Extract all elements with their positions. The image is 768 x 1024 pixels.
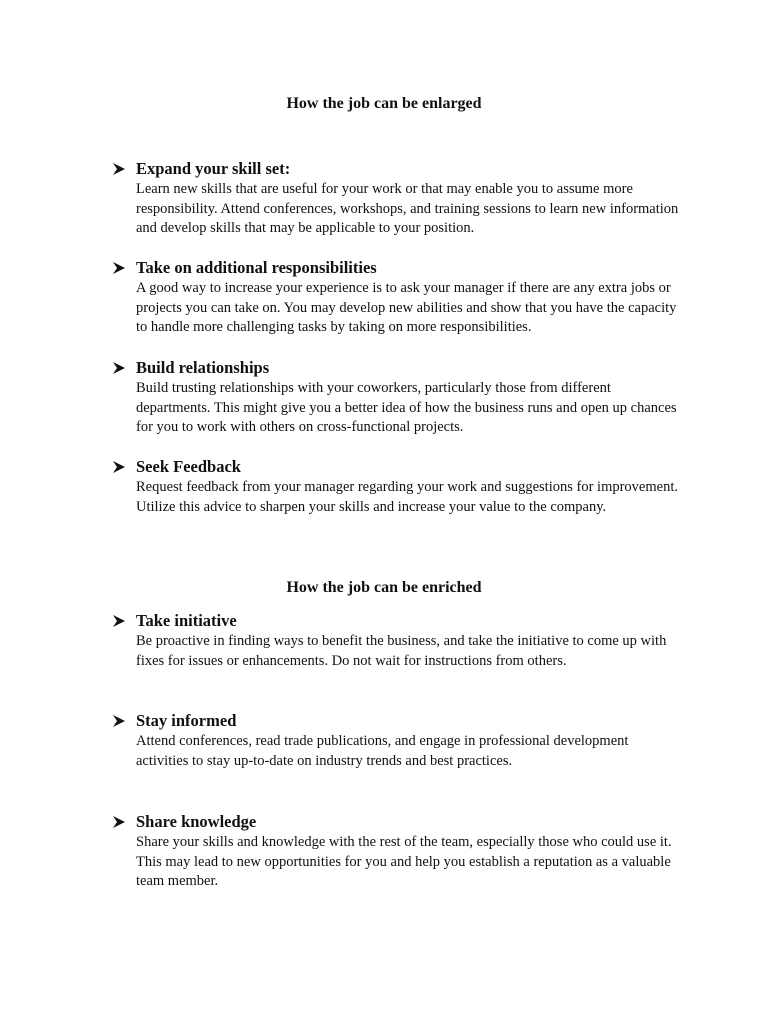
- list-item-build-relationships: [112, 357, 682, 438]
- item-title-row: [112, 710, 682, 732]
- item-title-row: [112, 456, 682, 478]
- item-title: Seek Feedback: [136, 457, 241, 476]
- list-item-share-knowledge: [112, 811, 682, 892]
- item-title-row: [112, 357, 682, 379]
- item-title: Expand your skill set:: [136, 159, 291, 178]
- item-body: Be proactive in finding ways to benefit the business, and take the initiative to come up with fixes for issues or enhancements. Do not wait for instructions from others.: [136, 633, 667, 669]
- arrowhead-bullet-icon: [112, 456, 136, 478]
- item-title-row: [112, 610, 682, 632]
- item-body: Request feedback from your manager regarding your work and suggestions for improvement. Utilize this advice to sharpen your skills and increase your value to the company.: [136, 479, 678, 515]
- item-body: Attend conferences, read trade publications, and engage in professional development activities to stay up-to-date on industry trends and best practices.: [136, 733, 629, 769]
- item-title: Take on additional responsibilities: [136, 258, 377, 277]
- item-title: Build relationships: [136, 358, 270, 377]
- item-title: Share knowledge: [136, 812, 257, 831]
- arrowhead-bullet-icon: [112, 357, 136, 379]
- arrowhead-bullet-icon: [112, 158, 136, 180]
- list-item-expand-skill-set: [112, 158, 682, 239]
- arrowhead-bullet-icon: [112, 811, 136, 833]
- item-title-row: [112, 158, 682, 180]
- list-item-stay-informed: [112, 710, 682, 771]
- list-item-additional-responsibilities: [112, 257, 682, 338]
- item-title-row: [112, 257, 682, 279]
- section-heading-enlarged: How the job can be enlarged: [286, 95, 482, 112]
- arrowhead-bullet-icon: [112, 710, 136, 732]
- item-body: Share your skills and knowledge with the rest of the team, especially those who could use it. This may lead to new opportunities for you and help you establish a reputation as a valuable team member.: [136, 834, 672, 889]
- section-heading-enriched: How the job can be enriched: [286, 579, 482, 596]
- item-body: Build trusting relationships with your coworkers, particularly those from different departments. This might give you a better idea of how the business runs and open up chances for you to work with others on cross-functional projects.: [136, 380, 677, 435]
- list-item-seek-feedback: [112, 456, 682, 517]
- item-title: Stay informed: [136, 711, 237, 730]
- item-title: Take initiative: [136, 611, 237, 630]
- item-title-row: [112, 811, 682, 833]
- arrowhead-bullet-icon: [112, 257, 136, 279]
- item-body: Learn new skills that are useful for your work or that may enable you to assume more responsibility. Attend conferences, workshops, and training sessions to learn new information and develop skills that may be applicable to your position.: [136, 181, 679, 236]
- list-item-take-initiative: [112, 610, 682, 671]
- arrowhead-bullet-icon: [112, 610, 136, 632]
- item-body: A good way to increase your experience is to ask your manager if there are any extra jobs or projects you can take on. You may develop new abilities and show that you have the capacity to handle more challenging tasks by taking on more responsibilities.: [136, 280, 677, 335]
